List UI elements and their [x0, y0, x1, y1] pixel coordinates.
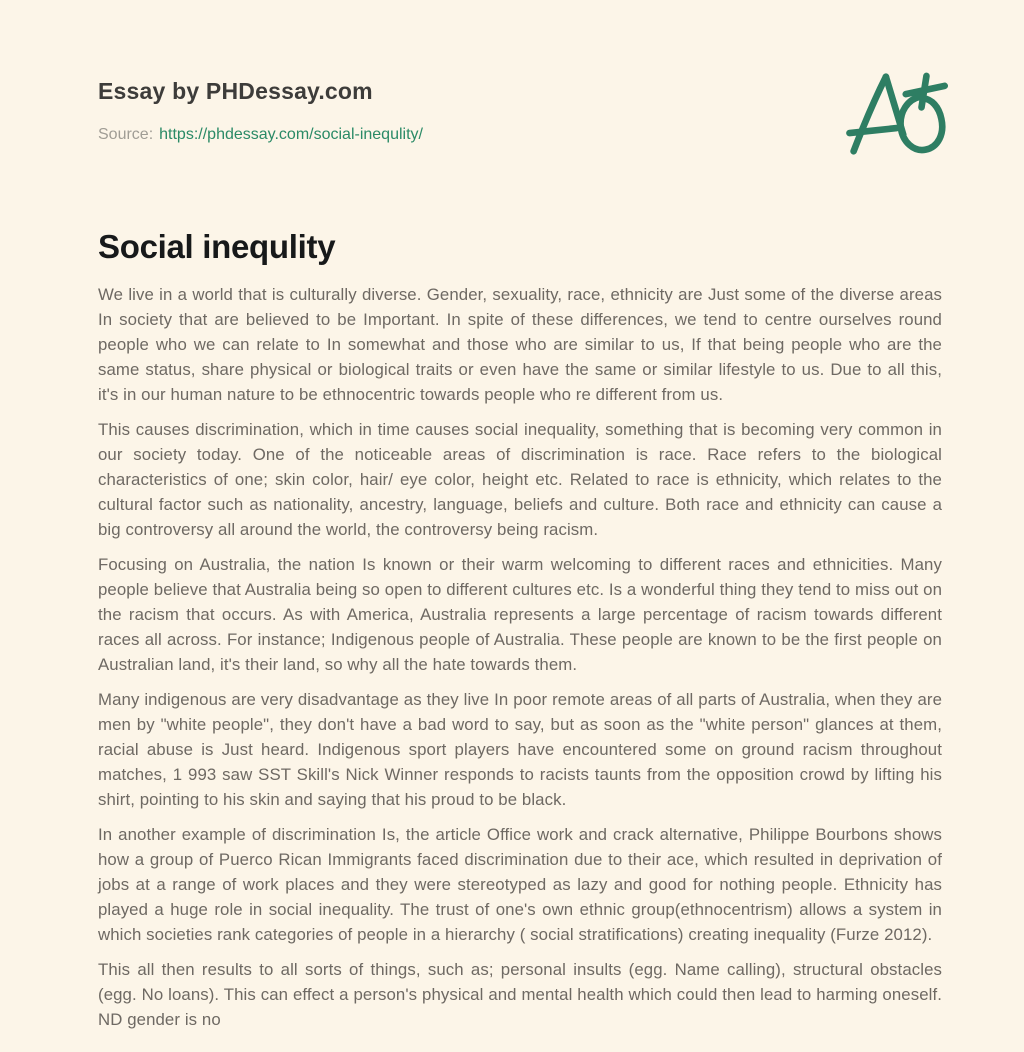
source-link[interactable]: https://phdessay.com/social-inequlity/ — [159, 126, 423, 143]
a-plus-logo-icon — [842, 60, 948, 168]
brand-title: Essay by PHDessay.com — [98, 78, 373, 104]
source-line — [98, 125, 942, 144]
page-header — [98, 78, 942, 144]
source-label: Source: — [98, 126, 154, 143]
essay-paragraph: Focusing on Australia, the nation Is known or their warm welcoming to different races and ethnicities. Many people believe that Australia being so open to different cultures etc. Is a wonderful thing they tend to miss out on the racism that occurs. As with America, Australia represents a large percentage of racism towards different races all across. For instance; Indigenous people of Australia. These people are known to be the first people on Australian land, it's their land, so why all the hate towards them. — [98, 555, 942, 674]
essay-body — [98, 282, 942, 1032]
essay-title: Social inequlity — [98, 228, 336, 265]
essay-paragraph: Many indigenous are very disadvantage as they live In poor remote areas of all parts of Australia, when they are men by "white people", they don't have a bad word to say, but as soon as the "white person" glances at them, racial abuse is Just heard. Indigenous sport players have encountered some on ground racism throughout matches, 1 993 saw SST Skill's Nick Winner responds to racists taunts from the opposition crowd by lifting his shirt, pointing to his skin and saying that his proud to be black. — [98, 690, 942, 809]
essay-paragraph: We live in a world that is culturally diverse. Gender, sexuality, race, ethnicity are Just some of the diverse areas In society that are believed to be Important. In spite of these differences, we tend to centre ourselves round people who we can relate to In somewhat and those who are similar to us, If that being people who are the same status, share physical or biological traits or even have the same or similar lifestyle to us. Due to all this, it's in our human nature to be ethnocentric towards people who re different from us. — [98, 285, 942, 404]
essay-paragraph: This all then results to all sorts of things, such as; personal insults (egg. Name calling), structural obstacles (egg. No loans). This can effect a person's physical and mental health which could then lead to harming oneself. ND gender is no — [98, 960, 942, 1029]
essay-page — [98, 0, 942, 1052]
essay-paragraph: This causes discrimination, which in time causes social inequality, something that is becoming very common in our society today. One of the noticeable areas of discrimination is race. Race refers to the biological characteristics of one; skin color, hair/ eye color, height etc. Related to race is ethnicity, which relates to the cultural factor such as nationality, ancestry, language, beliefs and culture. Both race and ethnicity can cause a big controversy all around the world, the controversy being racism. — [98, 420, 942, 539]
essay-paragraph: In another example of discrimination Is, the article Office work and crack alternative, Philippe Bourbons shows how a group of Puerco Rican Immigrants faced discrimination due to their ace, which resulted in deprivation of jobs at a range of work places and they were stereotyped as lazy and good for nothing people. Ethnicity has played a huge role in social inequality. The trust of one's own ethnic group(ethnocentrism) allows a system in which societies rank categories of people in a hierarchy ( social stratifications) creating inequality (Furze 2012). — [98, 825, 942, 944]
